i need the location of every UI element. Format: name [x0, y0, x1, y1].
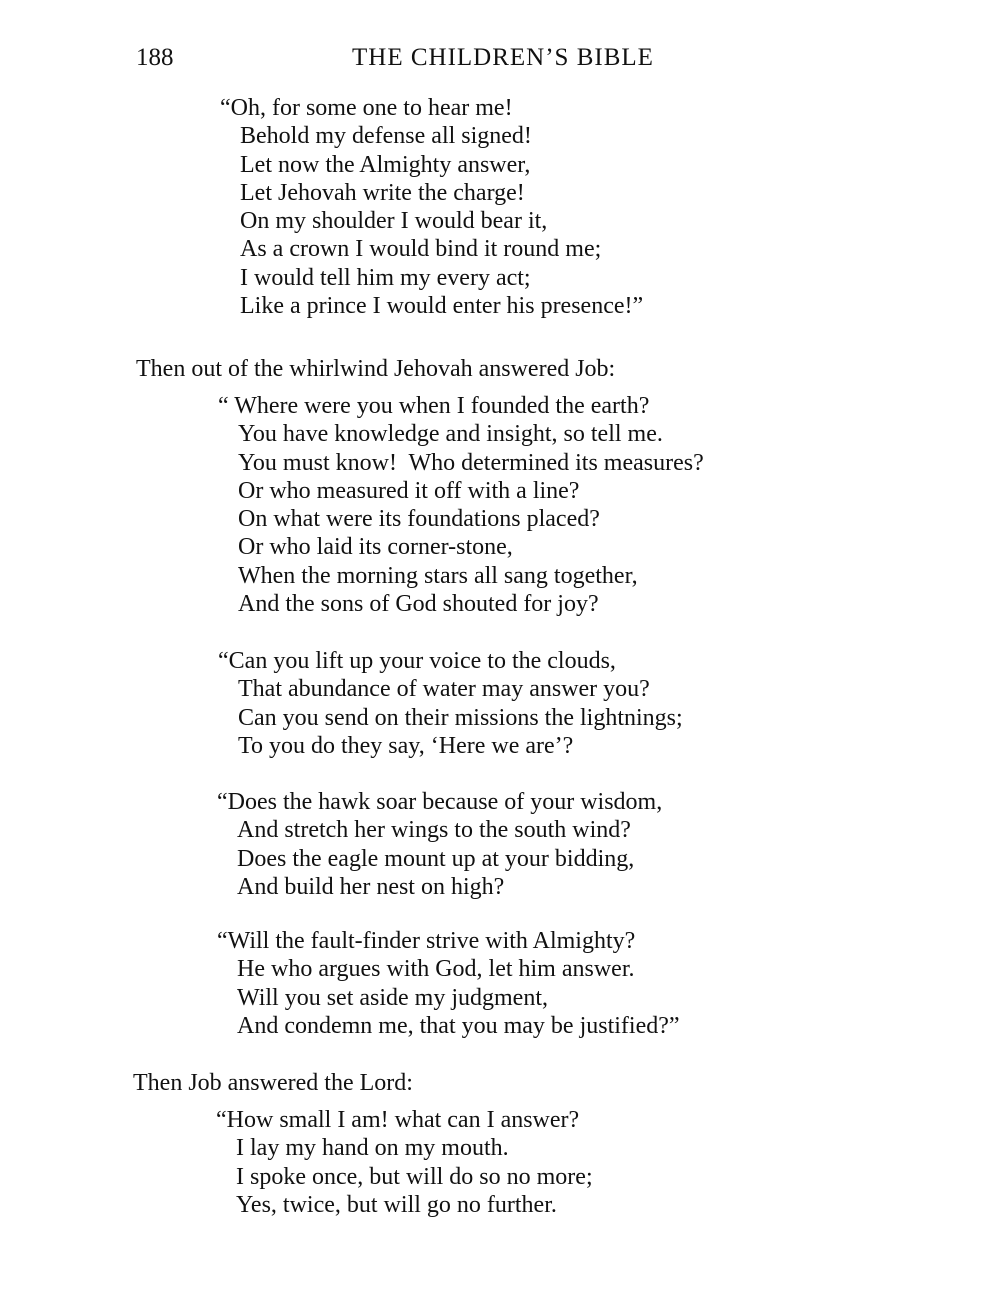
stanza-6-line-4: Yes, twice, but will go no further.: [236, 1191, 557, 1218]
stanza-4-line-2: And stretch her wings to the south wind?: [237, 817, 631, 844]
stanza-5-line-2: He who argues with God, let him answer.: [237, 956, 635, 983]
stanza-1-line-8: Like a prince I would enter his presence!”: [240, 293, 644, 320]
poem-stanza-3: [218, 647, 683, 760]
stanza-2-line-1: “ Where were you when I founded the earth?: [218, 393, 650, 419]
stanza-6-line-2: I lay my hand on my mouth.: [236, 1135, 509, 1162]
stanza-5-line-3: Will you set aside my judgment,: [237, 984, 548, 1011]
stanza-1-line-3: Let now the Almighty answer,: [240, 151, 531, 178]
poem-stanza-6: [216, 1106, 593, 1219]
stanza-5-line-1: “Will the fault-finder strive with Almighty?: [217, 928, 636, 954]
narration-1: Then out of the whirlwind Jehovah answered Job:: [136, 356, 616, 382]
stanza-1-line-6: As a crown I would bind it round me;: [240, 236, 602, 263]
stanza-2-line-8: And the sons of God shouted for joy?: [238, 591, 599, 618]
stanza-2-line-6: Or who laid its corner-stone,: [238, 534, 513, 561]
stanza-3-line-4: To you do they say, ‘Here we are’?: [238, 732, 574, 759]
stanza-3-line-2: That abundance of water may answer you?: [238, 676, 650, 703]
stanza-1-line-2: Behold my defense all signed!: [240, 123, 532, 150]
stanza-2-line-7: When the morning stars all sang together,: [238, 562, 638, 589]
stanza-4-line-4: And build her nest on high?: [237, 873, 505, 900]
page-number: 188: [136, 44, 174, 71]
stanza-2-line-3: You must know! Who determined its measures?: [238, 449, 704, 476]
stanza-2-line-5: On what were its foundations placed?: [238, 506, 600, 533]
stanza-4-line-3: Does the eagle mount up at your bidding,: [237, 845, 635, 872]
stanza-2-line-4: Or who measured it off with a line?: [238, 477, 580, 504]
narration-2: Then Job answered the Lord:: [133, 1070, 413, 1096]
stanza-1-line-1: “Oh, for some one to hear me!: [220, 95, 513, 121]
stanza-6-line-3: I spoke once, but will do so no more;: [236, 1163, 593, 1190]
running-title: THE CHILDREN’S BIBLE: [352, 44, 654, 71]
poem-stanza-1: [220, 94, 644, 320]
stanza-3-line-1: “Can you lift up your voice to the clouds,: [218, 648, 616, 674]
stanza-4-line-1: “Does the hawk soar because of your wisdom,: [217, 789, 663, 815]
stanza-1-line-4: Let Jehovah write the charge!: [240, 179, 525, 206]
stanza-2-line-2: You have knowledge and insight, so tell me.: [238, 421, 663, 448]
stanza-1-line-5: On my shoulder I would bear it,: [240, 208, 548, 235]
poem-stanza-2: [218, 392, 704, 618]
stanza-3-line-3: Can you send on their missions the lightnings;: [238, 704, 683, 731]
stanza-6-line-1: “How small I am! what can I answer?: [216, 1107, 580, 1133]
poem-stanza-5: [217, 927, 680, 1040]
stanza-1-line-7: I would tell him my every act;: [240, 264, 531, 291]
poem-stanza-4: [217, 788, 663, 901]
stanza-5-line-4: And condemn me, that you may be justified?”: [237, 1012, 680, 1039]
